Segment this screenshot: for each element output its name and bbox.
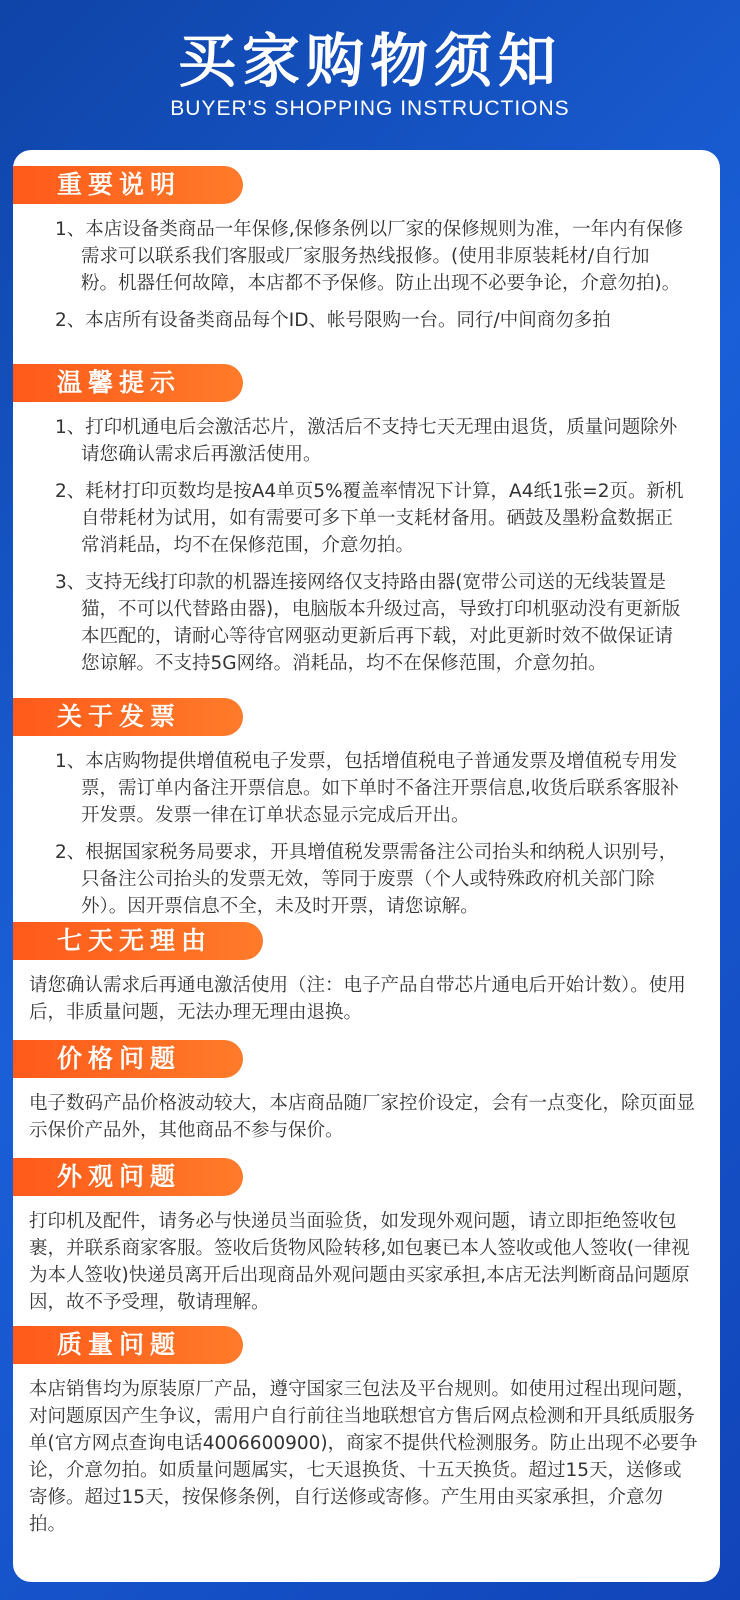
- paragraph: 1、本店设备类商品一年保修,保修条例以厂家的保修规则为准，一年内有保修需求可以联系我们客服或厂家服务热线报修。(使用非原装耗材/自行加粉。机器任何故障，本店都不予保修。防止出现不必要争论，介意勿拍)。: [55, 219, 684, 294]
- section-title: 价格问题: [13, 1040, 243, 1078]
- paragraph: 1、打印机通电后会激活芯片，激活后不支持七天无理由退货，质量问题除外请您确认需求后再激活使用。: [55, 417, 678, 465]
- paragraph: 2、本店所有设备类商品每个ID、帐号限购一台。同行/中间商勿多拍: [55, 310, 611, 331]
- section-body: [29, 1376, 699, 1548]
- paragraph: 2、根据国家税务局要求，开具增值税发票需备注公司抬头和纳税人识别号，只备注公司抬头的发票无效，等同于废票（个人或特殊政府机关部门除外）。因开票信息不全，未及时开票，请您谅解。: [55, 842, 678, 917]
- section-body: [55, 216, 685, 344]
- paragraph: 本店销售均为原装原厂产品，遵守国家三包法及平台规则。如使用过程出现问题，对问题原因产生争议，需用户自行前往当地联想官方售后网点检测和开具纸质服务单(官方网点查询电话4006600900)，商家不提供代检测服务。防止出现不必要争论，介意勿拍。如质量问题属实，七天退换货、十五天换货。超过15天，送修或寄修。超过15天，按保修条例，自行送修或寄修。产生用由买家承担，介意勿拍。: [29, 1379, 698, 1535]
- section-title: 关于发票: [13, 698, 243, 736]
- section-body: [29, 1090, 699, 1154]
- page-title: 买家购物须知: [177, 27, 562, 95]
- section-title: 质量问题: [13, 1326, 243, 1364]
- section-title: 七天无理由: [13, 922, 263, 960]
- section-title: 温馨提示: [13, 364, 243, 402]
- section-body: [55, 748, 685, 930]
- paragraph: 电子数码产品价格波动较大，本店商品随厂家控价设定，会有一点变化，除页面显示保价产品外，其他商品不参与保价。: [29, 1093, 696, 1141]
- paragraph: 打印机及配件，请务必与快递员当面验货，如发现外观问题，请立即拒绝签收包裹，并联系商家客服。签收后货物风险转移,如包裹已本人签收或他人签收(一律视为本人签收)快递员离开后出现商品外观问题由买家承担,本店无法判断商品问题原因，故不予受理，敬请理解。: [29, 1211, 690, 1313]
- paragraph: 3、支持无线打印款的机器连接网络仅支持路由器(宽带公司送的无线装置是猫，不可以代替路由器)，电脑版本升级过高，导致打印机驱动没有更新版本匹配的，请耐心等待官网驱动更新后再下载，对此更新时效不做保证请您谅解。不支持5G网络。消耗品，均不在保修范围，介意勿拍。: [55, 572, 681, 674]
- section-body: [55, 414, 685, 687]
- section-title: 重要说明: [13, 166, 243, 204]
- paragraph: 请您确认需求后再通电激活使用（注：电子产品自带芯片通电后开始计数）。使用后，非质量问题，无法办理无理由退换。: [29, 975, 686, 1023]
- paragraph: 1、本店购物提供增值税电子发票，包括增值税电子普通发票及增值税专用发票，需订单内备注开票信息。如下单时不备注开票信息,收货后联系客服补开发票。发票一律在订单状态显示完成后开出。: [55, 751, 679, 826]
- section-title: 外观问题: [13, 1158, 243, 1196]
- instructions-card: [13, 150, 720, 1582]
- section-body: [29, 1208, 699, 1326]
- section-body: [29, 972, 699, 1036]
- paragraph: 2、耗材打印页数均是按A4单页5%覆盖率情况下计算，A4纸1张=2页。新机自带耗材为试用，如有需要可多下单一支耗材备用。硒鼓及墨粉盒数据正常消耗品，均不在保修范围，介意勿拍。: [55, 481, 684, 556]
- page-subtitle: BUYER'S SHOPPING INSTRUCTIONS: [170, 97, 570, 120]
- page-header: [0, 0, 740, 150]
